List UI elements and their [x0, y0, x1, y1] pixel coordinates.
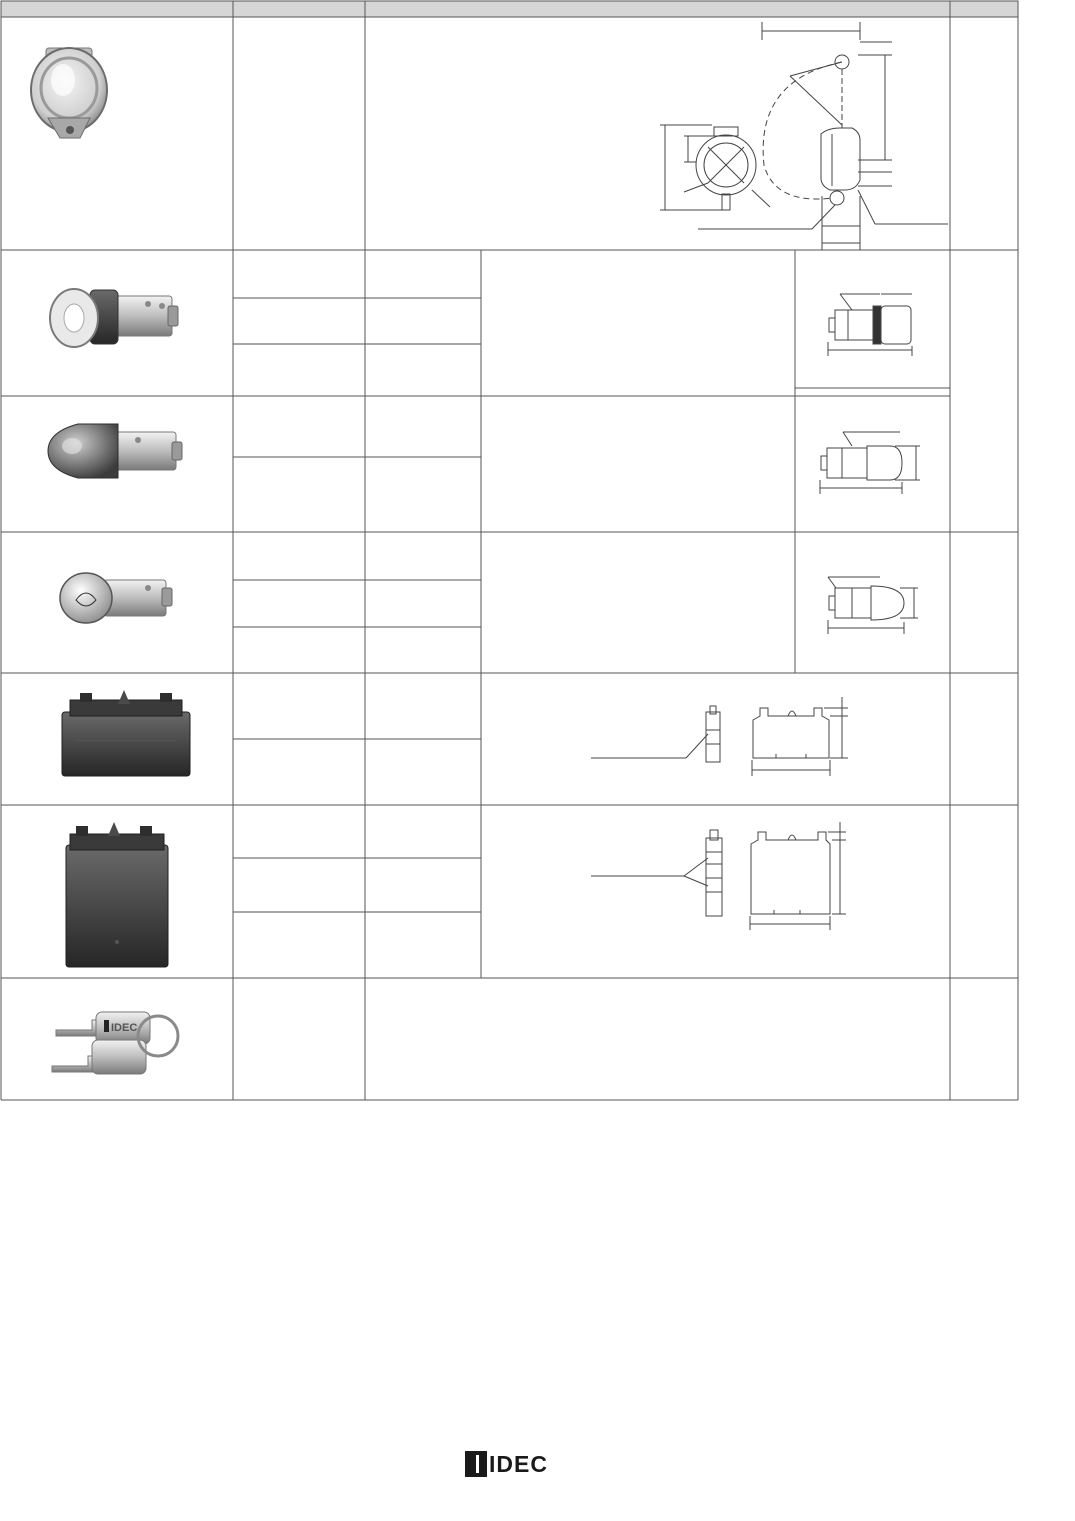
clear-protective-cover-photo: [31, 48, 107, 138]
led-lamp-dome-photo: [48, 424, 182, 478]
incandescent-lamp-photo: [60, 573, 172, 623]
svg-text:IDEC: IDEC: [111, 1022, 138, 1034]
double-contact-block-dimension-drawing: [591, 822, 846, 930]
contact-block-photo: [62, 690, 190, 776]
led-lamp-dome-dimension-drawing: [820, 432, 920, 494]
led-lamp-dimension-drawing: [828, 294, 912, 356]
led-lamp-photo: [50, 289, 178, 347]
table-header: [1, 1, 1018, 17]
contact-block-dimension-drawing: [591, 697, 848, 776]
protective-cover-dimension-drawing: [660, 22, 948, 250]
brand-name: IDEC: [489, 1451, 548, 1477]
brand-logo: [465, 1451, 555, 1477]
logo-mark: [465, 1451, 487, 1477]
incandescent-lamp-dimension-drawing: [828, 577, 918, 634]
keys-photo: [52, 1012, 178, 1074]
double-contact-block-photo: [66, 822, 168, 967]
